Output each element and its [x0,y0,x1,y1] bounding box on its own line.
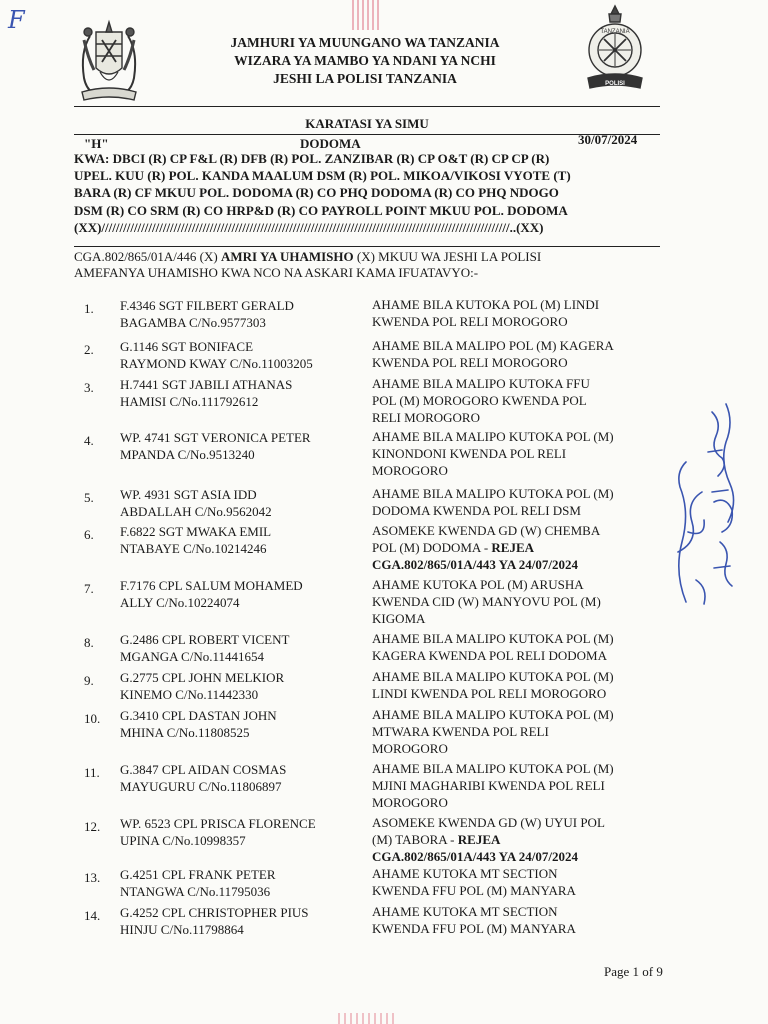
transfer-line: CGA.802/865/01A/443 YA 24/07/2024 [372,556,578,572]
transfer-order-intro [74,249,662,281]
entry-officer [120,524,365,558]
officer-line: F.4346 SGT FILBERT GERALD [120,298,294,313]
document-header [160,34,570,88]
transfer-line: KWENDA POL RELI MOROGORO [372,313,568,329]
officer-line: MAYUGURU C/No.11806897 [120,778,282,794]
entry-officer [120,762,365,796]
transfer-line: AHAME BILA MALIPO KUTOKA POL (M) [372,707,614,722]
transfer-line: KAGERA KWENDA POL RELI DODOMA [372,647,607,663]
transfer-line: AHAME KUTOKA MT SECTION [372,866,558,881]
transfer-line: ASOMEKE KWENDA GD (W) UYUI POL [372,815,605,830]
officer-line: NTABAYE C/No.10214246 [120,540,267,556]
officer-line: HINJU C/No.11798864 [120,921,244,937]
order-title: AMRI YA UHAMISHO [220,249,354,264]
police-emblem-banner: POLISI [605,81,625,87]
police-emblem-label: TANZANIA [600,29,630,35]
entry-number: 9. [84,673,94,688]
transfer-line: (M) TABORA - REJEA [372,831,501,847]
transfer-line: LINDI KWENDA POL RELI MOROGORO [372,685,607,701]
entry-officer [120,298,365,332]
transfer-line: POL (M) MOROGORO KWENDA POL [372,392,587,408]
entry-transfer [372,761,662,811]
officer-line: MPANDA C/No.9513240 [120,446,255,462]
entry-transfer [372,631,662,665]
officer-line: MHINA C/No.11808525 [120,724,250,740]
entry-number: 4. [84,433,94,448]
officer-line: UPINA C/No.10998357 [120,832,246,848]
transfer-line: AHAME BILA KUTOKA POL (M) LINDI [372,297,600,312]
officer-line: H.7441 SGT JABILI ATHANAS [120,377,293,392]
officer-line: ALLY C/No.10224074 [120,594,240,610]
officer-line: G.1146 SGT BONIFACE [120,339,254,354]
officer-line: G.2486 CPL ROBERT VICENT [120,632,290,647]
officer-line: G.4252 CPL CHRISTOPHER PIUS [120,905,309,920]
transfer-line: MTWARA KWENDA POL RELI [372,723,549,739]
officer-line: F.7176 CPL SALUM MOHAMED [120,578,303,593]
entry-transfer [372,429,662,479]
message-code: "H" [84,136,109,151]
divider-top [74,106,660,107]
transfer-line: MOROGORO [372,462,448,478]
transfer-line: KWENDA FFU POL (M) MANYARA [372,920,576,936]
entry-transfer [372,376,662,426]
transfer-line: AHAME BILA MALIPO POL (M) KAGERA [372,338,614,353]
entry-officer [120,377,365,411]
transfer-line: KWENDA CID (W) MANYOVU POL (M) [372,593,601,609]
entry-officer [120,670,365,704]
officer-line: WP. 6523 CPL PRISCA FLORENCE [120,816,316,831]
order-issuer: (X) MKUU WA JESHI LA POLISI [353,249,542,264]
officer-line: G.2775 CPL JOHN MELKIOR [120,670,285,685]
officer-line: NTANGWA C/No.11795036 [120,883,271,899]
entry-transfer [372,297,662,331]
entry-number: 5. [84,490,94,505]
entry-number: 3. [84,380,94,395]
order-reference: CGA.802/865/01A/446 (X) [74,249,221,264]
coat-of-arms-icon [70,18,148,104]
bottom-stamp-mark [338,1013,398,1024]
officer-line: KINEMO C/No.11442330 [120,686,259,702]
transfer-line: ASOMEKE KWENDA GD (W) CHEMBA [372,523,601,538]
header-police-force: JESHI LA POLISI TANZANIA [273,71,457,86]
order-line-1 [74,249,662,265]
entry-number: 1. [84,301,94,316]
transfer-line: KINONDONI KWENDA POL RELI [372,445,567,461]
entry-number: 13. [84,870,101,885]
entry-number: 6. [84,527,94,542]
recipients-line: BARA (R) CF MKUU POL. DODOMA (R) CO PHQ DODOMA (R) CO PHQ NDOGO [74,185,559,201]
recipients-line: UPEL. KUU (R) POL. KANDA MAALUM DSM (R) POL. MIKOA/VIKOSI VYOTE (T) [74,168,571,184]
entry-officer [120,430,365,464]
handwritten-corner-mark: F [8,6,25,34]
entry-officer [120,578,365,612]
entry-officer [120,816,365,850]
officer-line: G.4251 CPL FRANK PETER [120,867,276,882]
entry-transfer [372,866,662,900]
transfer-line: DODOMA KWENDA POL RELI DSM [372,502,581,518]
header-republic: JAMHURI YA MUUNGANO WA TANZANIA [230,35,500,50]
transfer-line: AHAME BILA MALIPO KUTOKA POL (M) [372,486,614,501]
entry-number: 7. [84,581,94,596]
transfer-line: MOROGORO [372,794,448,810]
entry-number: 12. [84,819,101,834]
entry-transfer [372,904,662,938]
transfer-line: AHAME KUTOKA MT SECTION [372,904,558,919]
officer-line: BAGAMBA C/No.9577303 [120,314,266,330]
transfer-line: AHAME BILA MALIPO KUTOKA POL (M) [372,631,614,646]
divider-bottom [74,246,660,247]
entry-transfer [372,815,662,865]
entry-number: 11. [84,765,100,780]
entry-transfer [372,486,662,520]
entry-officer [120,632,365,666]
transfer-line: KWENDA POL RELI MOROGORO [372,354,568,370]
recipients-line: DSM (R) CO SRM (R) CO HRP&D (R) CO PAYROLL POINT MKUU POL. DODOMA [74,202,568,218]
officer-line: HAMISI C/No.111792612 [120,393,259,409]
header-ministry: WIZARA YA MAMBO YA NDANI YA NCHI [234,53,496,68]
transfer-line: KIGOMA [372,610,426,626]
entry-transfer [372,707,662,757]
officer-line: RAYMOND KWAY C/No.11003205 [120,355,313,371]
transfer-line: RELI MOROGORO [372,409,480,425]
order-line-2: AMEFANYA UHAMISHO KWA NCO NA ASKARI KAMA IFUATAVYO:- [74,265,479,280]
officer-line: F.6822 SGT MWAKA EMIL [120,524,272,539]
entry-number: 2. [84,342,94,357]
recipients-line: (XX)/////////////////////////////////////////////////////////////////////////////////////////////////////////////////..(XX) [74,219,544,235]
police-emblem-icon [580,4,650,94]
entry-transfer [372,523,662,573]
transfer-line: KWENDA FFU POL (M) MANYARA [372,882,576,898]
entry-officer [120,339,365,373]
entry-officer [120,867,365,901]
entry-transfer [372,577,662,627]
officer-line: WP. 4931 SGT ASIA IDD [120,487,257,502]
transfer-line: MOROGORO [372,740,448,756]
message-date: 30/07/2024 [578,132,638,147]
transfer-line: POL (M) DODOMA - REJEA [372,539,535,555]
transfer-line: CGA.802/865/01A/443 YA 24/07/2024 [372,848,578,864]
transfer-line: AHAME KUTOKA POL (M) ARUSHA [372,577,584,592]
officer-line: G.3410 CPL DASTAN JOHN [120,708,277,723]
entry-number: 10. [84,711,101,726]
entry-transfer [372,338,662,372]
transfer-line: AHAME BILA MALIPO KUTOKA POL (M) [372,761,614,776]
officer-line: MGANGA C/No.11441654 [120,648,264,664]
entry-officer [120,708,365,742]
document-type: KARATASI YA SIMU [305,116,429,131]
transfer-line: MJINI MAGHARIBI KWENDA POL RELI [372,777,605,793]
transfer-line: AHAME BILA MALIPO KUTOKA POL (M) [372,669,614,684]
entry-number: 8. [84,635,94,650]
top-stamp-mark [352,0,380,30]
recipients-line: KWA: DBCI (R) CP F&L (R) DFB (R) POL. ZANZIBAR (R) CP O&T (R) CP CP (R) [74,151,550,166]
transfer-line: AHAME BILA MALIPO KUTOKA FFU [372,376,590,391]
entry-number: 14. [84,908,101,923]
divider-mid [74,134,660,135]
officer-line: WP. 4741 SGT VERONICA PETER [120,430,311,445]
entry-officer [120,487,365,521]
transfer-line: AHAME BILA MALIPO KUTOKA POL (M) [372,429,614,444]
message-place: DODOMA [300,136,361,151]
entry-officer [120,905,365,939]
page-number: Page 1 of 9 [604,964,663,979]
recipients-block [74,150,662,236]
entry-transfer [372,669,662,703]
officer-line: ABDALLAH C/No.9562042 [120,503,272,519]
officer-line: G.3847 CPL AIDAN COSMAS [120,762,287,777]
handwritten-signature [668,392,748,614]
